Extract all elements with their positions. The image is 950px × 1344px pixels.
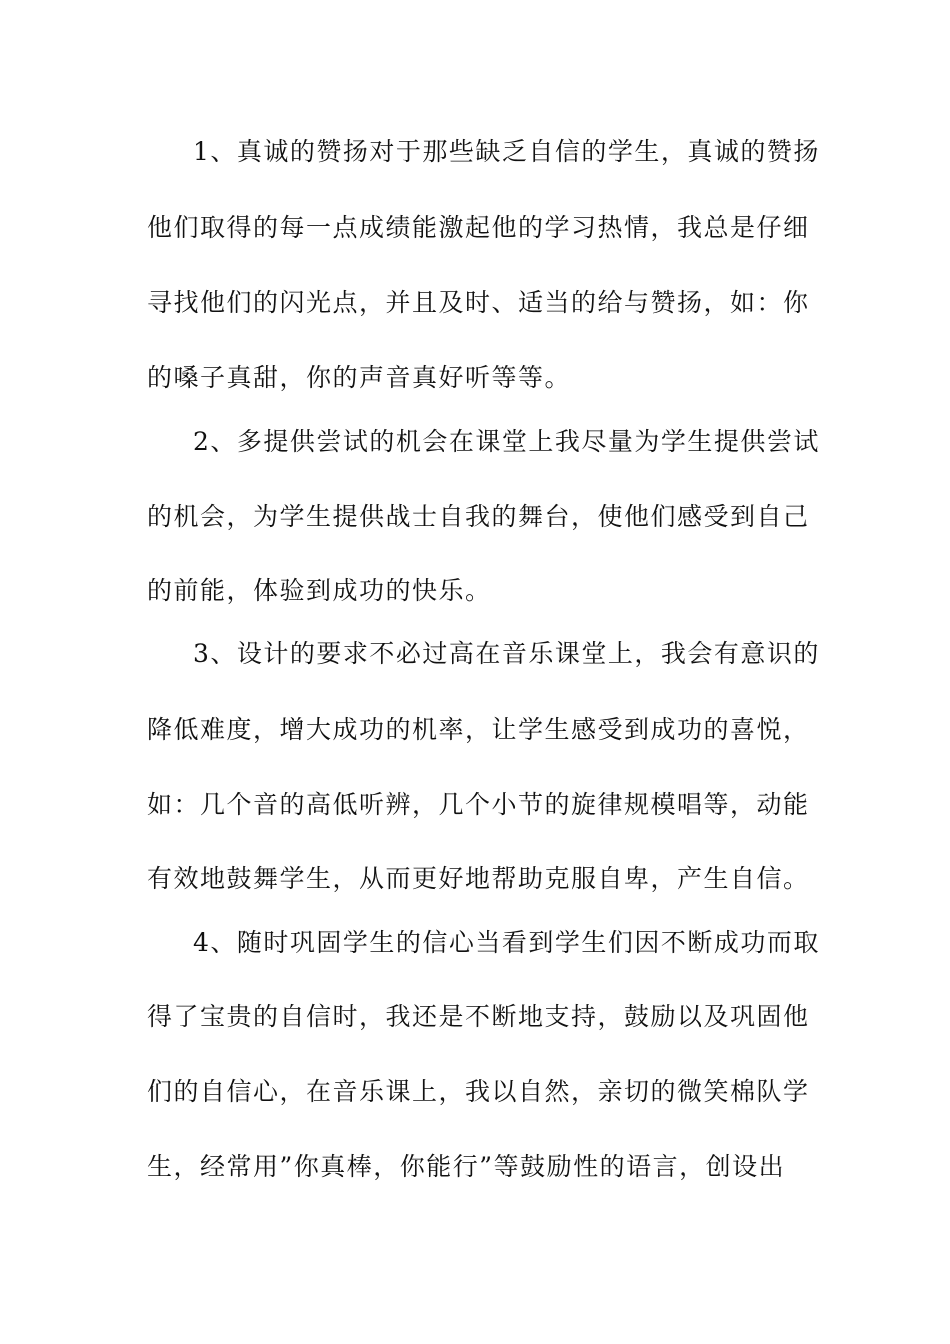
paragraph-2-line-3: 的前能，体验到成功的快乐。 — [147, 576, 492, 605]
paragraph-2-line-1: 2、多提供尝试的机会在课堂上我尽量为学生提供尝试 — [193, 427, 820, 456]
paragraph-3-line-1: 3、设计的要求不必过高在音乐课堂上，我会有意识的 — [193, 639, 820, 668]
paragraph-1-line-2: 他们取得的每一点成绩能激起他的学习热情，我总是仔细 — [147, 213, 810, 242]
paragraph-3-line-3: 如：几个音的高低听辨，几个小节的旋律规模唱等，动能 — [147, 790, 810, 819]
paragraph-4-line-2: 得了宝贵的自信时，我还是不断地支持，鼓励以及巩固他 — [147, 1002, 810, 1031]
paragraph-1-line-1: 1、真诚的赞扬对于那些缺乏自信的学生，真诚的赞扬 — [193, 137, 820, 166]
paragraph-3-line-2: 降低难度，增大成功的机率，让学生感受到成功的喜悦， — [147, 715, 810, 744]
paragraph-4-line-3: 们的自信心，在音乐课上，我以自然，亲切的微笑棉队学 — [147, 1077, 810, 1106]
paragraph-1-line-3: 寻找他们的闪光点，并且及时、适当的给与赞扬，如：你 — [147, 288, 810, 317]
paragraph-3-line-4: 有效地鼓舞学生，从而更好地帮助克服自卑，产生自信。 — [147, 864, 810, 893]
paragraph-4-line-4: 生，经常用”你真棒，你能行”等鼓励性的语言，创设出 — [147, 1152, 786, 1181]
paragraph-4-line-1: 4、随时巩固学生的信心当看到学生们因不断成功而取 — [193, 928, 820, 957]
paragraph-2-line-2: 的机会，为学生提供战士自我的舞台，使他们感受到自己 — [147, 502, 810, 531]
paragraph-1-line-4: 的嗓子真甜，你的声音真好听等等。 — [147, 363, 572, 392]
